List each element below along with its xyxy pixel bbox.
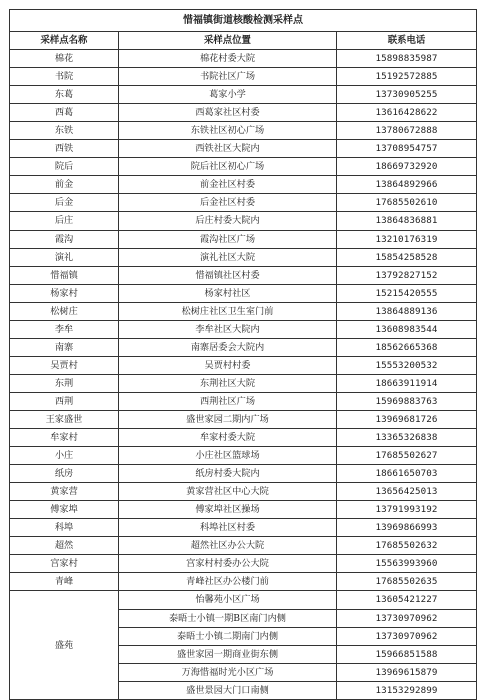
- point-phone: 13791993192: [337, 501, 477, 519]
- point-name: 演礼: [10, 248, 119, 266]
- table-row: [10, 555, 477, 573]
- point-location: 东铁社区初心广场: [119, 122, 337, 140]
- point-phone: 13656425013: [337, 483, 477, 501]
- point-name: 霞沟: [10, 230, 119, 248]
- point-location: 宫家村村委办公大院: [119, 555, 337, 573]
- point-name: 李牟: [10, 320, 119, 338]
- point-location: 黄家营社区中心大院: [119, 483, 337, 501]
- point-location: 泰晤士小镇二期南门内侧: [119, 627, 337, 645]
- point-name: 松树庄: [10, 302, 119, 320]
- point-location: 西葛家社区村委: [119, 104, 337, 122]
- point-name: 东荆: [10, 374, 119, 392]
- point-phone: 18562665368: [337, 338, 477, 356]
- point-phone: 15898835987: [337, 50, 477, 68]
- point-phone: 15192572885: [337, 68, 477, 86]
- point-location: 青峰社区办公楼门前: [119, 573, 337, 591]
- point-phone: 15969883763: [337, 392, 477, 410]
- point-phone: 18663911914: [337, 374, 477, 392]
- point-location: 惜福镇社区村委: [119, 266, 337, 284]
- point-location: 霞沟社区广场: [119, 230, 337, 248]
- table-row: [10, 338, 477, 356]
- point-location: 盛世家园二期内广场: [119, 410, 337, 428]
- point-name: 宫家村: [10, 555, 119, 573]
- point-phone: 13864892966: [337, 176, 477, 194]
- table-row: [10, 519, 477, 537]
- point-location: 南寨居委会大院内: [119, 338, 337, 356]
- point-name: 西葛: [10, 104, 119, 122]
- table-row: [10, 302, 477, 320]
- point-phone: 15966851588: [337, 645, 477, 663]
- point-location: 科埠社区村委: [119, 519, 337, 537]
- point-phone: 13608983544: [337, 320, 477, 338]
- point-name: 杨家村: [10, 284, 119, 302]
- point-name: 后金: [10, 194, 119, 212]
- point-phone: 13730905255: [337, 86, 477, 104]
- point-name: 傅家埠: [10, 501, 119, 519]
- table-row: [10, 501, 477, 519]
- point-location: 杨家村社区: [119, 284, 337, 302]
- point-name: 棉花: [10, 50, 119, 68]
- title-row: [10, 10, 477, 32]
- point-name: 东铁: [10, 122, 119, 140]
- point-phone: 15854258528: [337, 248, 477, 266]
- point-name: 吴贾村: [10, 356, 119, 374]
- point-name: 后庄: [10, 212, 119, 230]
- point-location: 盛世景园大门口南侧: [119, 681, 337, 699]
- table-row: [10, 158, 477, 176]
- table-row: [10, 68, 477, 86]
- point-phone: 13605421227: [337, 591, 477, 609]
- point-phone: 13616428622: [337, 104, 477, 122]
- group-name: 盛苑: [10, 591, 119, 699]
- point-location: 怡馨苑小区广场: [119, 591, 337, 609]
- point-phone: 13969681726: [337, 410, 477, 428]
- table-row: [10, 429, 477, 447]
- point-name: 青峰: [10, 573, 119, 591]
- table-row: [10, 248, 477, 266]
- point-location: 葛家小学: [119, 86, 337, 104]
- table-row: [10, 140, 477, 158]
- point-location: 西铁社区大院内: [119, 140, 337, 158]
- table-row: [10, 284, 477, 302]
- table-row: [10, 230, 477, 248]
- point-name: 牟家村: [10, 429, 119, 447]
- point-location: 小庄社区篮球场: [119, 447, 337, 465]
- table-row: [10, 212, 477, 230]
- point-name: 超然: [10, 537, 119, 555]
- point-phone: 13864889136: [337, 302, 477, 320]
- point-location: 盛世家园一期商业街东侧: [119, 645, 337, 663]
- table-row: [10, 447, 477, 465]
- header-row: [10, 32, 477, 50]
- point-phone: 18661650703: [337, 465, 477, 483]
- point-location: 院后社区初心广场: [119, 158, 337, 176]
- point-phone: 13708954757: [337, 140, 477, 158]
- point-phone: 13864836881: [337, 212, 477, 230]
- point-name: 纸房: [10, 465, 119, 483]
- point-phone: 13780672888: [337, 122, 477, 140]
- point-phone: 13792827152: [337, 266, 477, 284]
- sampling-points-table: [9, 9, 477, 700]
- table-title: 惜福镇街道核酸检测采样点: [10, 10, 477, 32]
- point-location: 后金社区村委: [119, 194, 337, 212]
- point-phone: 17685502610: [337, 194, 477, 212]
- point-name: 院后: [10, 158, 119, 176]
- table-row: [10, 573, 477, 591]
- table-row: [10, 266, 477, 284]
- point-phone: 17685502627: [337, 447, 477, 465]
- table-row: [10, 176, 477, 194]
- table-row: [10, 122, 477, 140]
- point-location: 纸房村委大院内: [119, 465, 337, 483]
- table-row: [10, 320, 477, 338]
- point-location: 超然社区办公大院: [119, 537, 337, 555]
- table-row: [10, 465, 477, 483]
- point-location: 傅家埠社区操场: [119, 501, 337, 519]
- point-phone: 17685502632: [337, 537, 477, 555]
- point-location: 后庄村委大院内: [119, 212, 337, 230]
- table-row: [10, 392, 477, 410]
- point-name: 西荆: [10, 392, 119, 410]
- point-location: 演礼社区大院: [119, 248, 337, 266]
- point-location: 松树庄社区卫生室门前: [119, 302, 337, 320]
- point-phone: 13730970962: [337, 627, 477, 645]
- table-body: [10, 50, 477, 700]
- point-phone: 18669732920: [337, 158, 477, 176]
- point-name: 科埠: [10, 519, 119, 537]
- point-location: 牟家村委大院: [119, 429, 337, 447]
- point-location: 前金社区村委: [119, 176, 337, 194]
- point-phone: 13153292899: [337, 681, 477, 699]
- point-name: 前金: [10, 176, 119, 194]
- header-name: 采样点名称: [10, 32, 119, 50]
- point-location: 吴贾村村委: [119, 356, 337, 374]
- point-phone: 13969615879: [337, 663, 477, 681]
- point-phone: 13210176319: [337, 230, 477, 248]
- header-phone: 联系电话: [337, 32, 477, 50]
- point-phone: 15215420555: [337, 284, 477, 302]
- table-row: [10, 483, 477, 501]
- point-location: 万海惜福时光小区广场: [119, 663, 337, 681]
- point-location: 西荆社区广场: [119, 392, 337, 410]
- point-name: 西铁: [10, 140, 119, 158]
- point-location: 书院社区广场: [119, 68, 337, 86]
- point-phone: 13969866993: [337, 519, 477, 537]
- point-name: 王家盛世: [10, 410, 119, 428]
- point-location: 棉花村委大院: [119, 50, 337, 68]
- header-location: 采样点位置: [119, 32, 337, 50]
- table-row: [10, 374, 477, 392]
- point-phone: 15563993960: [337, 555, 477, 573]
- point-location: 李牟社区大院内: [119, 320, 337, 338]
- table-row: [10, 591, 477, 609]
- point-name: 东葛: [10, 86, 119, 104]
- point-location: 东荆社区大院: [119, 374, 337, 392]
- point-name: 惜福镇: [10, 266, 119, 284]
- point-phone: 17685502635: [337, 573, 477, 591]
- table-row: [10, 50, 477, 68]
- point-location: 泰晤士小镇一期B区南门内侧: [119, 609, 337, 627]
- table-row: [10, 537, 477, 555]
- point-name: 书院: [10, 68, 119, 86]
- point-phone: 15553200532: [337, 356, 477, 374]
- table-row: [10, 86, 477, 104]
- point-name: 小庄: [10, 447, 119, 465]
- point-phone: 13730970962: [337, 609, 477, 627]
- table-row: [10, 410, 477, 428]
- point-name: 黄家营: [10, 483, 119, 501]
- point-phone: 13365326838: [337, 429, 477, 447]
- table-row: [10, 104, 477, 122]
- table-row: [10, 356, 477, 374]
- point-name: 南寨: [10, 338, 119, 356]
- table-row: [10, 194, 477, 212]
